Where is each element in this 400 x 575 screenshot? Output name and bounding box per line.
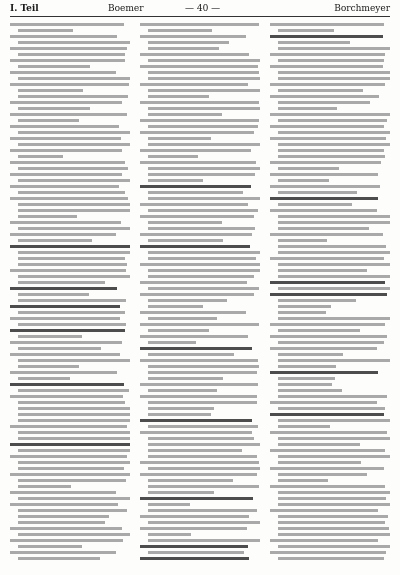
entry-text-line bbox=[140, 281, 247, 284]
entry-text-line bbox=[278, 359, 390, 362]
entry-text-line bbox=[148, 59, 260, 62]
entry-text-line bbox=[140, 215, 254, 218]
entry-text-line bbox=[278, 107, 337, 110]
entry-text-line bbox=[10, 233, 116, 236]
entry-text-line bbox=[270, 281, 385, 284]
entry-text-line bbox=[278, 521, 385, 524]
entry-text-line bbox=[270, 551, 386, 554]
entry-text-line bbox=[278, 473, 367, 476]
entry-text-line bbox=[140, 23, 259, 26]
entry-text-line bbox=[278, 287, 390, 290]
entry-text-line bbox=[18, 533, 130, 536]
header-rule bbox=[10, 16, 390, 17]
entry-text-line bbox=[140, 383, 258, 386]
entry-text-line bbox=[140, 53, 249, 56]
entry-text-line bbox=[278, 149, 384, 152]
entry-text-line bbox=[10, 395, 123, 398]
entry-text-line bbox=[270, 509, 378, 512]
entry-text-line bbox=[18, 107, 90, 110]
entry-text-line bbox=[148, 155, 198, 158]
entry-text-line bbox=[270, 137, 386, 140]
entry-text-line bbox=[270, 113, 390, 116]
entry-text-line bbox=[18, 215, 77, 218]
entry-text-line bbox=[18, 437, 130, 440]
entry-text-line bbox=[148, 425, 258, 428]
entry-text-line bbox=[18, 509, 127, 512]
entry-text-line bbox=[148, 167, 260, 170]
entry-text-line bbox=[278, 119, 387, 122]
entry-text-line bbox=[270, 371, 378, 374]
entry-text-line bbox=[278, 437, 390, 440]
entry-text-line bbox=[270, 401, 377, 404]
entry-text-line bbox=[148, 269, 260, 272]
entry-text-line bbox=[10, 245, 130, 248]
entry-text-line bbox=[148, 107, 260, 110]
entry-text-line bbox=[148, 125, 258, 128]
entry-text-line bbox=[148, 371, 257, 374]
entry-text-line bbox=[18, 377, 70, 380]
entry-text-line bbox=[10, 287, 117, 290]
entry-text-line bbox=[10, 113, 127, 116]
entry-text-line bbox=[270, 197, 378, 200]
entry-text-line bbox=[148, 197, 260, 200]
entry-text-line bbox=[18, 239, 92, 242]
entry-text-line bbox=[270, 53, 385, 56]
entry-column-1 bbox=[10, 20, 130, 570]
entry-text-line bbox=[18, 347, 101, 350]
entry-text-line bbox=[278, 395, 387, 398]
entry-text-line bbox=[140, 149, 251, 152]
entry-text-line bbox=[148, 287, 259, 290]
entry-text-line bbox=[148, 317, 217, 320]
entry-text-line bbox=[18, 95, 128, 98]
entry-text-line bbox=[140, 293, 254, 296]
entry-text-line bbox=[278, 365, 336, 368]
entry-text-line bbox=[140, 83, 248, 86]
entry-text-line bbox=[278, 443, 360, 446]
entry-text-line bbox=[148, 467, 260, 470]
entry-text-line bbox=[148, 89, 260, 92]
entry-text-line bbox=[140, 347, 252, 350]
entry-text-line bbox=[18, 53, 125, 56]
entry-text-line bbox=[278, 527, 389, 530]
entry-text-line bbox=[18, 389, 129, 392]
entry-text-line bbox=[18, 299, 126, 302]
entry-text-line bbox=[18, 407, 130, 410]
entry-text-line bbox=[278, 533, 390, 536]
entry-text-line bbox=[10, 443, 130, 446]
entry-text-line bbox=[278, 341, 384, 344]
entry-text-line bbox=[10, 425, 127, 428]
entry-text-line bbox=[278, 419, 390, 422]
entry-text-line bbox=[278, 155, 385, 158]
entry-text-line bbox=[270, 335, 387, 338]
entry-text-line bbox=[140, 263, 260, 266]
entry-text-line bbox=[18, 335, 82, 338]
entry-text-line bbox=[148, 341, 196, 344]
entry-text-line bbox=[270, 257, 384, 260]
entry-text-line bbox=[278, 425, 330, 428]
entry-text-line bbox=[140, 323, 259, 326]
entry-text-line bbox=[148, 173, 255, 176]
entry-text-line bbox=[140, 527, 247, 530]
entry-text-line bbox=[278, 317, 390, 320]
entry-text-line bbox=[278, 263, 390, 266]
last-entry-keyword: Borchmeyer bbox=[334, 4, 390, 14]
entry-text-line bbox=[18, 479, 126, 482]
entry-text-line bbox=[278, 29, 334, 32]
entry-text-line bbox=[270, 161, 381, 164]
entry-text-line bbox=[278, 311, 326, 314]
entry-text-line bbox=[140, 431, 252, 434]
entry-text-line bbox=[270, 23, 384, 26]
entry-text-line bbox=[18, 521, 105, 524]
entry-text-line bbox=[10, 137, 121, 140]
entry-text-line bbox=[148, 539, 260, 542]
entry-text-line bbox=[148, 305, 203, 308]
entry-text-line bbox=[148, 503, 190, 506]
entry-text-line bbox=[18, 65, 90, 68]
page-header bbox=[10, 3, 390, 16]
entry-text-line bbox=[148, 533, 191, 536]
entry-text-line bbox=[10, 269, 126, 272]
entry-text-line bbox=[140, 335, 248, 338]
entry-text-line bbox=[18, 293, 89, 296]
entry-text-line bbox=[10, 83, 129, 86]
entry-text-line bbox=[278, 77, 390, 80]
entry-text-line bbox=[148, 77, 260, 80]
entry-text-line bbox=[140, 359, 258, 362]
entry-text-line bbox=[10, 371, 117, 374]
entry-text-line bbox=[18, 29, 73, 32]
entry-text-line bbox=[140, 245, 250, 248]
entry-text-line bbox=[278, 377, 335, 380]
entry-text-line bbox=[270, 467, 384, 470]
entry-text-line bbox=[278, 203, 352, 206]
entry-text-line bbox=[270, 209, 377, 212]
entry-text-line bbox=[278, 179, 329, 182]
entry-text-line bbox=[140, 497, 253, 500]
entry-text-line bbox=[18, 365, 79, 368]
entry-text-line bbox=[140, 233, 252, 236]
entry-text-line bbox=[270, 347, 377, 350]
entry-text-line bbox=[278, 275, 390, 278]
entry-text-line bbox=[278, 101, 370, 104]
page-number: — 40 — bbox=[185, 4, 221, 14]
entry-text-line bbox=[148, 521, 260, 524]
entry-text-line bbox=[18, 311, 125, 314]
entry-text-line bbox=[10, 539, 123, 542]
entry-text-line bbox=[10, 491, 116, 494]
entry-text-line bbox=[18, 449, 130, 452]
entry-text-line bbox=[278, 497, 386, 500]
entry-text-line bbox=[18, 89, 83, 92]
entry-column-3 bbox=[270, 20, 390, 570]
entry-text-line bbox=[140, 203, 248, 206]
entry-text-line bbox=[148, 551, 244, 554]
entry-text-line bbox=[270, 185, 380, 188]
entry-text-line bbox=[148, 113, 222, 116]
first-entry-keyword: Boemer bbox=[108, 4, 144, 14]
entry-text-line bbox=[270, 293, 387, 296]
entry-text-line bbox=[278, 89, 363, 92]
entry-text-line bbox=[148, 71, 259, 74]
entry-text-line bbox=[140, 395, 257, 398]
entry-text-line bbox=[140, 515, 249, 518]
entry-text-line bbox=[18, 203, 130, 206]
entry-text-line bbox=[140, 119, 259, 122]
entry-text-line bbox=[10, 47, 127, 50]
entry-text-line bbox=[278, 215, 390, 218]
entry-text-line bbox=[18, 119, 79, 122]
entry-text-line bbox=[148, 389, 217, 392]
entry-text-line bbox=[10, 125, 119, 128]
entry-text-line bbox=[148, 485, 259, 488]
entry-text-line bbox=[10, 329, 125, 332]
entry-text-line bbox=[148, 377, 223, 380]
entry-text-line bbox=[18, 485, 71, 488]
entry-text-line bbox=[10, 551, 116, 554]
entry-text-line bbox=[10, 341, 122, 344]
entry-text-line bbox=[270, 65, 383, 68]
entry-text-line bbox=[148, 191, 243, 194]
part-label: I. Teil bbox=[10, 4, 39, 14]
entry-text-line bbox=[18, 209, 130, 212]
entry-text-line bbox=[278, 71, 390, 74]
entry-text-line bbox=[148, 275, 254, 278]
entry-text-line bbox=[278, 59, 384, 62]
entry-text-line bbox=[18, 545, 82, 548]
entry-text-line bbox=[148, 329, 209, 332]
entry-text-line bbox=[148, 239, 223, 242]
entry-text-line bbox=[148, 29, 212, 32]
entry-text-line bbox=[10, 197, 128, 200]
entry-text-line bbox=[18, 41, 130, 44]
entry-text-line bbox=[148, 227, 255, 230]
entry-text-line bbox=[10, 527, 122, 530]
entry-text-line bbox=[148, 407, 214, 410]
entry-text-line bbox=[148, 257, 256, 260]
entry-text-line bbox=[148, 209, 258, 212]
entry-text-line bbox=[270, 449, 385, 452]
entry-text-line bbox=[148, 509, 257, 512]
entry-text-line bbox=[10, 101, 122, 104]
entry-text-line bbox=[278, 131, 390, 134]
entry-text-line bbox=[18, 281, 105, 284]
entry-text-line bbox=[18, 257, 125, 260]
entry-text-line bbox=[148, 47, 219, 50]
entry-text-line bbox=[18, 401, 125, 404]
entry-text-line bbox=[148, 491, 214, 494]
entry-text-line bbox=[270, 95, 379, 98]
entry-text-line bbox=[18, 143, 130, 146]
entry-text-line bbox=[18, 179, 130, 182]
entry-text-line bbox=[270, 125, 384, 128]
entry-text-line bbox=[140, 131, 254, 134]
entry-text-line bbox=[270, 485, 385, 488]
entry-text-line bbox=[278, 251, 390, 254]
entry-text-line bbox=[10, 305, 120, 308]
entry-text-line bbox=[148, 299, 227, 302]
entry-text-line bbox=[278, 299, 356, 302]
entry-text-line bbox=[10, 149, 122, 152]
entry-text-line bbox=[278, 245, 386, 248]
entry-text-line bbox=[148, 449, 242, 452]
entry-text-line bbox=[148, 41, 229, 44]
entry-text-line bbox=[10, 71, 116, 74]
entry-text-line bbox=[10, 383, 124, 386]
entry-text-line bbox=[10, 473, 130, 476]
entry-text-line bbox=[140, 101, 259, 104]
entry-text-line bbox=[278, 389, 342, 392]
entry-text-line bbox=[140, 557, 249, 560]
entry-text-line bbox=[18, 431, 130, 434]
entry-text-line bbox=[278, 515, 388, 518]
entry-text-line bbox=[278, 167, 339, 170]
entry-text-line bbox=[148, 455, 257, 458]
entry-text-line bbox=[278, 503, 390, 506]
entry-text-line bbox=[18, 263, 127, 266]
entry-text-line bbox=[18, 227, 130, 230]
entry-text-line bbox=[10, 455, 127, 458]
entry-text-line bbox=[10, 221, 121, 224]
entry-text-line bbox=[10, 35, 117, 38]
entry-text-line bbox=[278, 479, 328, 482]
entry-text-line bbox=[270, 413, 384, 416]
entry-text-line bbox=[270, 233, 383, 236]
entry-text-line bbox=[278, 455, 390, 458]
entry-text-line bbox=[18, 413, 130, 416]
entry-text-line bbox=[18, 323, 126, 326]
entry-text-line bbox=[10, 317, 120, 320]
entry-text-line bbox=[10, 353, 120, 356]
entry-text-line bbox=[10, 59, 125, 62]
entry-text-line bbox=[10, 173, 122, 176]
entry-text-line bbox=[148, 365, 259, 368]
entry-text-line bbox=[278, 143, 390, 146]
entry-text-line bbox=[270, 323, 385, 326]
entry-text-line bbox=[10, 161, 125, 164]
entry-text-line bbox=[18, 467, 124, 470]
entry-text-line bbox=[140, 35, 246, 38]
entry-text-line bbox=[278, 269, 367, 272]
entry-text-line bbox=[148, 401, 257, 404]
entry-text-line bbox=[18, 275, 130, 278]
entry-text-line bbox=[278, 227, 369, 230]
entry-text-line bbox=[278, 491, 390, 494]
entry-text-line bbox=[278, 329, 360, 332]
entry-text-line bbox=[140, 473, 257, 476]
entry-text-line bbox=[148, 251, 260, 254]
entry-text-line bbox=[278, 239, 327, 242]
entry-text-line bbox=[18, 419, 130, 422]
entry-text-line bbox=[18, 191, 125, 194]
entry-text-line bbox=[140, 185, 251, 188]
entry-text-line bbox=[148, 143, 260, 146]
entry-text-line bbox=[270, 83, 385, 86]
entry-text-line bbox=[270, 35, 383, 38]
entry-text-line bbox=[18, 359, 130, 362]
entry-text-line bbox=[18, 155, 63, 158]
entry-text-line bbox=[18, 251, 130, 254]
entry-text-line bbox=[270, 173, 378, 176]
entry-text-line bbox=[278, 305, 331, 308]
entry-text-line bbox=[18, 461, 130, 464]
entry-text-line bbox=[10, 503, 118, 506]
entry-text-line bbox=[278, 557, 384, 560]
entry-text-line bbox=[10, 185, 119, 188]
entry-text-line bbox=[278, 383, 332, 386]
entry-text-line bbox=[148, 95, 209, 98]
entry-text-line bbox=[140, 545, 248, 548]
entry-text-line bbox=[278, 545, 390, 548]
entry-text-line bbox=[270, 539, 378, 542]
entry-text-line bbox=[278, 407, 385, 410]
entry-text-line bbox=[278, 41, 350, 44]
entry-text-line bbox=[278, 191, 357, 194]
entry-text-line bbox=[148, 413, 211, 416]
entry-text-line bbox=[148, 437, 254, 440]
entry-text-line bbox=[18, 131, 130, 134]
entry-text-line bbox=[278, 47, 390, 50]
entry-text-line bbox=[270, 431, 387, 434]
entry-text-line bbox=[10, 23, 124, 26]
entry-text-line bbox=[140, 311, 246, 314]
entry-text-line bbox=[140, 65, 258, 68]
entry-text-line bbox=[148, 137, 211, 140]
entry-text-line bbox=[148, 479, 233, 482]
entry-text-line bbox=[140, 161, 256, 164]
entry-text-line bbox=[140, 419, 252, 422]
entry-text-line bbox=[18, 515, 109, 518]
entry-text-line bbox=[18, 557, 100, 560]
entry-column-2 bbox=[140, 20, 260, 570]
entry-text-line bbox=[140, 461, 259, 464]
entry-text-line bbox=[148, 221, 222, 224]
entry-text-line bbox=[18, 77, 130, 80]
entry-text-line bbox=[278, 461, 361, 464]
entry-text-line bbox=[148, 353, 234, 356]
entry-text-line bbox=[278, 353, 343, 356]
entry-text-line bbox=[18, 497, 130, 500]
entry-text-line bbox=[148, 179, 203, 182]
entry-text-line bbox=[148, 443, 260, 446]
entry-text-line bbox=[18, 167, 128, 170]
entry-text-line bbox=[278, 221, 390, 224]
